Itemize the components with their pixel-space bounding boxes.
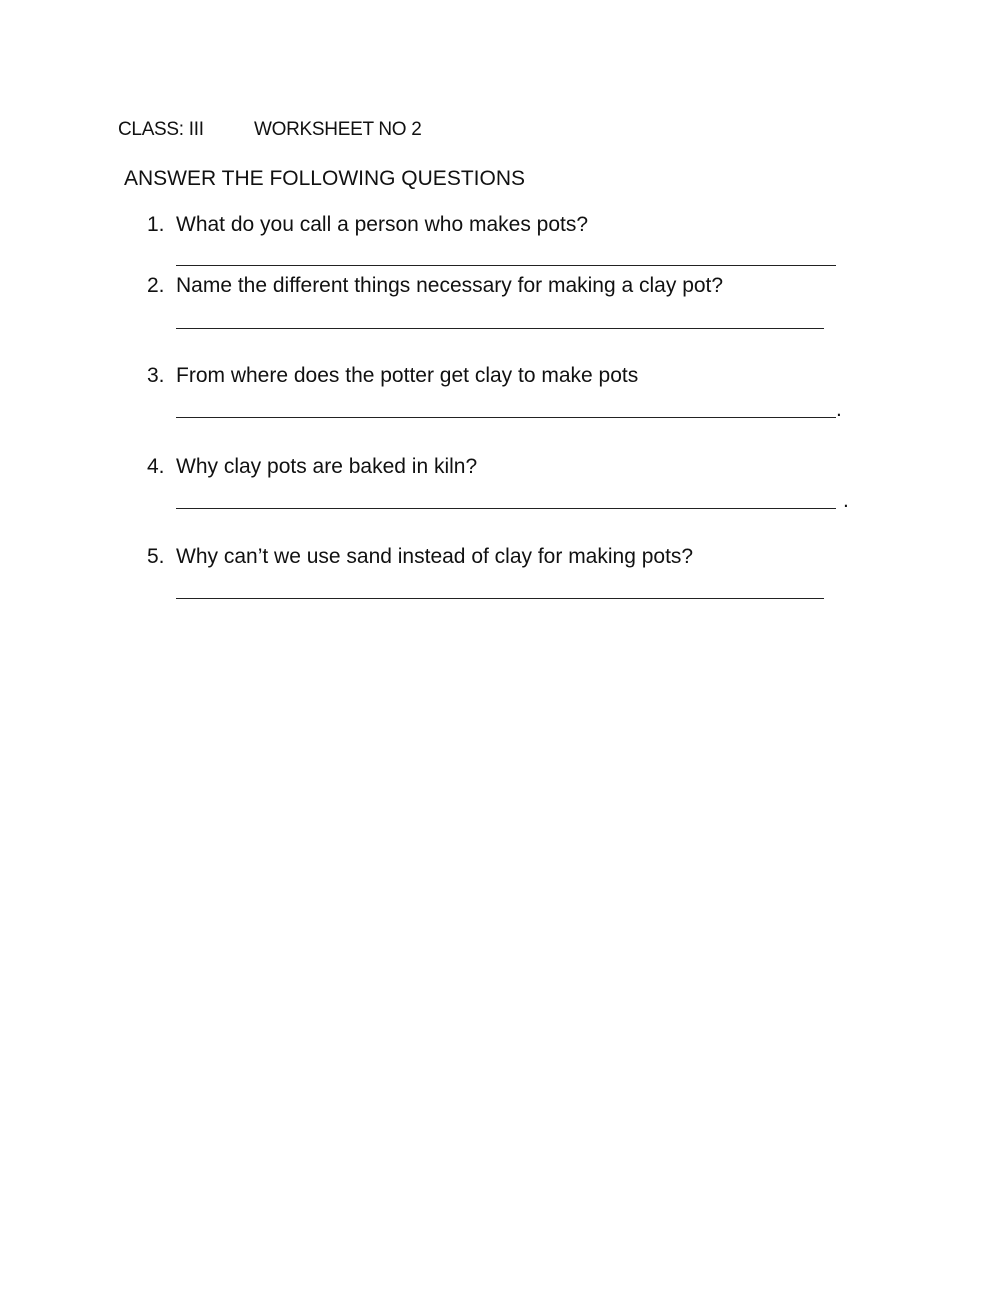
- question-number: 4.: [147, 455, 165, 478]
- worksheet-header: [118, 119, 422, 141]
- question-text: What do you call a person who makes pots?: [176, 213, 589, 236]
- question-5: [147, 545, 693, 569]
- class-label: CLASS: III: [118, 119, 204, 140]
- question-3: [147, 364, 638, 388]
- answer-line-3[interactable]: [176, 417, 836, 418]
- answer-line-end: .: [843, 489, 849, 512]
- question-2: [147, 274, 723, 298]
- answer-line-end: .: [836, 398, 842, 421]
- question-number: 3.: [147, 364, 165, 387]
- question-text: Name the different things necessary for making a clay pot?: [176, 274, 724, 297]
- question-text: Why can’t we use sand instead of clay for making pots?: [176, 545, 694, 568]
- question-number: 1.: [147, 213, 165, 236]
- instruction-heading: ANSWER THE FOLLOWING QUESTIONS: [124, 167, 525, 190]
- question-1: [147, 213, 588, 237]
- answer-line-5[interactable]: [176, 598, 824, 599]
- question-number: 2.: [147, 274, 165, 297]
- question-text: Why clay pots are baked in kiln?: [176, 455, 478, 478]
- question-text: From where does the potter get clay to make pots: [176, 364, 639, 387]
- answer-line-4[interactable]: [176, 508, 836, 509]
- question-4: [147, 455, 477, 479]
- worksheet-number: WORKSHEET NO 2: [254, 119, 422, 140]
- answer-line-2[interactable]: [176, 328, 824, 329]
- question-number: 5.: [147, 545, 165, 568]
- answer-line-1[interactable]: [176, 265, 836, 266]
